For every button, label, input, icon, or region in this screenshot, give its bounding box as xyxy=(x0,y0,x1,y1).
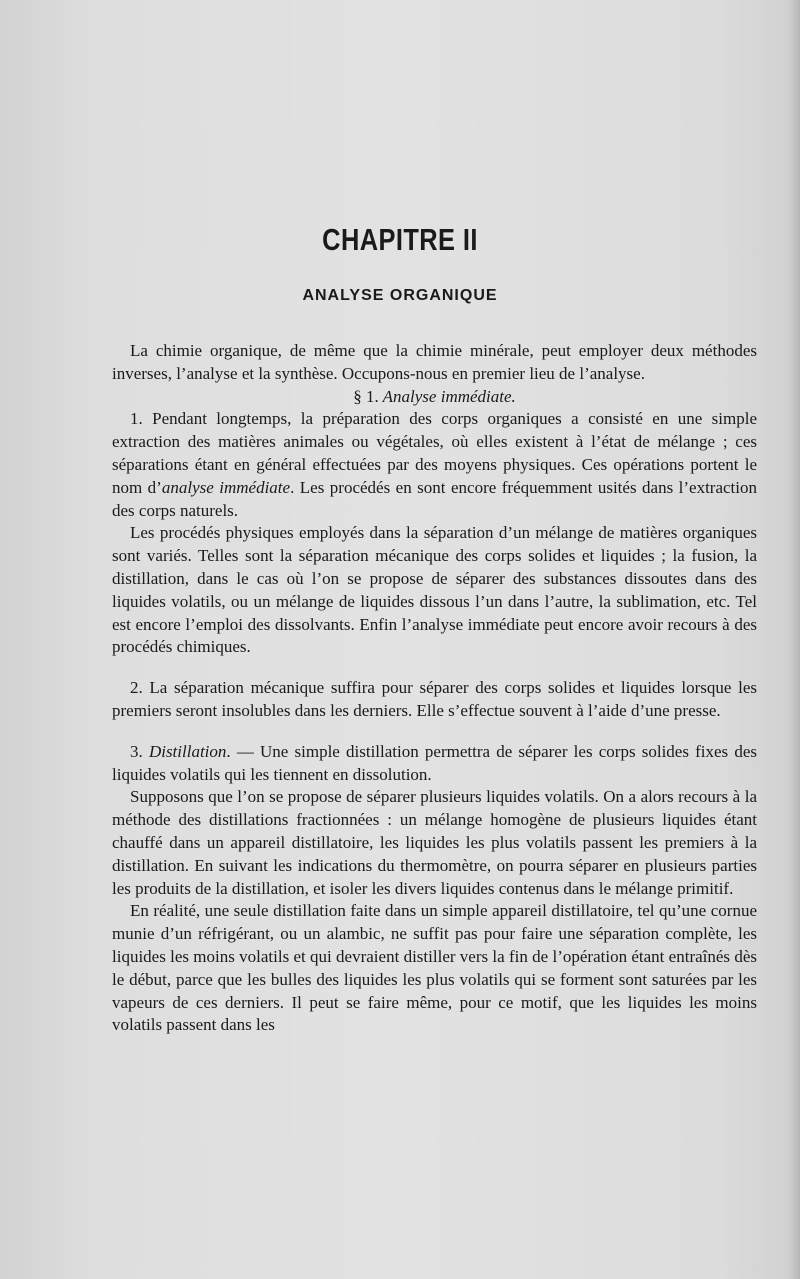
paragraph-1-text-b: . Les procédés en sont encore fréquemment usités dans l’extraction des corps naturels. xyxy=(112,477,757,520)
subsection-number: § 1. xyxy=(353,386,379,406)
paragraph-4-text: . — Une simple distillation permettra de séparer les corps solides fixes des liquides volatils qui les tiennent en dissolution. xyxy=(112,741,758,784)
paragraph-5: Supposons que l’on se propose de séparer plusieurs liquides volatils. On a alors recours à la méthode des distillations fractionnées : un mélange homogène de plusieurs liquides étant chauffé dans un appareil distillatoire, les liquides les plus volatils passent les premiers à la distillation. En suivant les indications du thermomètre, on pourra séparer en plusieurs parties les produits de la distillation, et isoler les divers liquides contenus dans le mélange primitif. xyxy=(112,787,757,898)
paragraph-2: Les procédés physiques employés dans la séparation d’un mélange de matières organiques sont variés. Telles sont la séparation mécanique des corps solides et liquides ; la fusion, la distillation, dans le cas où l’on se propose de séparer des substances dissoutes dans des liquides volatils, ou un mélange de liquides dissous l’un dans l’autre, la sublimation, etc. Tel est encore l’emploi des dissolvants. Enfin l’analyse immédiate peut encore avoir recours à des procédés chimiques. xyxy=(112,523,757,657)
paragraph-1 xyxy=(112,408,757,522)
paragraph-4-number: 3. xyxy=(130,741,143,761)
page-body xyxy=(112,340,757,1037)
section-title: ANALYSE ORGANIQUE xyxy=(302,287,498,304)
chapter-title: CHAPITRE II xyxy=(322,222,478,257)
paragraph-4 xyxy=(112,741,757,787)
intro-paragraph: La chimie organique, de même que la chimie minérale, peut employer deux méthodes inverses, l’analyse et la synthèse. Occupons-nous en premier lieu de l’analyse. xyxy=(112,341,757,383)
paragraph-6: En réalité, une seule distillation faite dans un simple appareil distillatoire, tel qu’une cornue munie d’un réfrigérant, ou un alambic, ne suffit pas pour faire une séparation complète, les liquides les moins volatils et qui devraient distiller vers la fin de l’opération étant entraînés dès le début, parce que les bulles des liquides les plus volatils qui se forment sont saturées par les vapeurs de ces derniers. Il peut se faire même, pour ce motif, que les liquides les moins volatils passent dans les xyxy=(112,901,757,1035)
page-edge-shadow xyxy=(788,0,800,1279)
paragraph-1-term: analyse immédiate xyxy=(161,477,291,497)
subsection-title: Analyse immédiate. xyxy=(382,386,516,406)
subsection-heading xyxy=(112,386,757,409)
paragraph-1-text-a: 1. Pendant longtemps, la préparation des corps organiques a consisté en une simple extraction des matières animales ou végétales, où elles existent à l’état de mélange ; ces séparations étant en général effectuées par des moyens physiques. Ces opérations portent le nom d’ xyxy=(112,409,757,497)
paragraph-3: 2. La séparation mécanique suffira pour séparer des corps solides et liquides lorsque les premiers seront insolubles dans les derniers. Elle s’effectue souvent à l’aide d’une presse. xyxy=(112,678,757,720)
paragraph-4-term: Distillation xyxy=(148,741,227,761)
